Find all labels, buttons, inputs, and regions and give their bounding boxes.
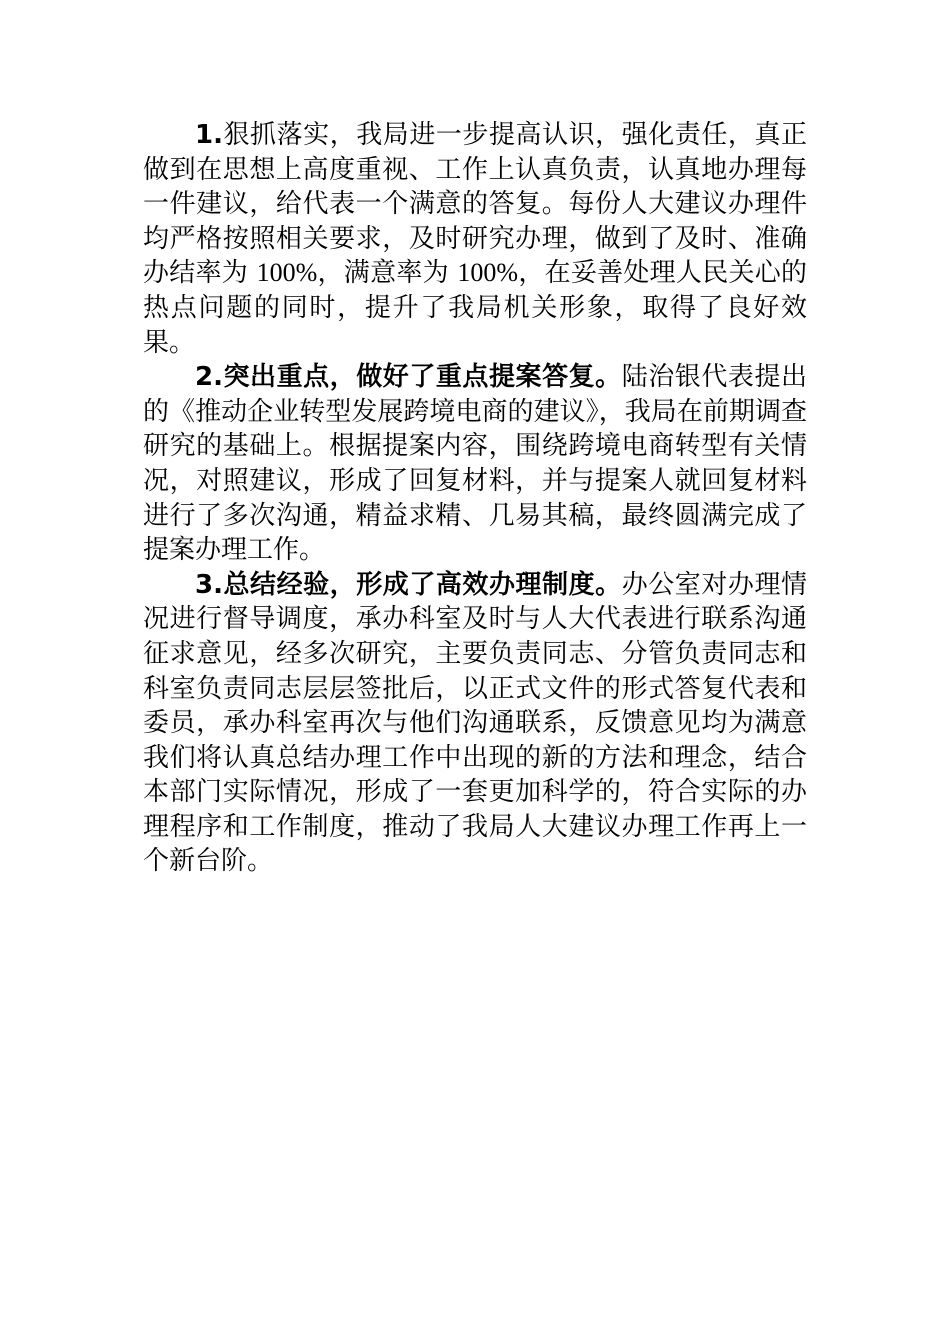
paragraph-1-rate-completion: 100%	[256, 258, 318, 288]
paragraph-1	[143, 118, 807, 360]
paragraph-1-text-c: ，在妥善处理人民关心的热点问题的同时，提升了我局机关形象，取得了良好效果。	[143, 258, 807, 358]
paragraph-1-rate-satisfaction: 100%	[457, 258, 519, 288]
paragraph-1-text-a: 狠抓落实，我局进一步提高认识，强化责任，真正做到在思想上高度重视、工作上认真负责，认真地办理每一件建议，给代表一个满意的答复。每份人大建议办理件均严格按照相关要求，及时研究办理，做到了及时、准确办结率为	[143, 120, 807, 289]
paragraph-3-text: 办公室对办理情况进行督导调度，承办科室及时与人大代表进行联系沟通征求意见，经多次研究，主要负责同志、分管负责同志和科室负责同志层层签批后，以正式文件的形式答复代表和委员，承办科室再次与他们沟通联系，反馈意见均为满意我们将认真总结办理工作中出现的新的方法和理念，结合本部门实际情况，形成了一套更加科学的，符合实际的办理程序和工作制度，推动了我局人大建议办理工作再上一个新台阶。	[143, 569, 807, 877]
paragraph-3-heading: 3.总结经验，形成了高效办理制度。	[195, 569, 622, 600]
paragraph-1-number: 1.	[195, 120, 223, 150]
document-body	[143, 118, 807, 879]
paragraph-1-text-b: ，满意率为	[317, 258, 458, 289]
paragraph-3	[143, 568, 807, 879]
paragraph-2	[143, 360, 807, 568]
paragraph-2-text: 陆治银代表提出的《推动企业转型发展跨境电商的建议》，我局在前期调查研究的基础上。根据提案内容，围绕跨境电商转型有关情况，对照建议，形成了回复材料，并与提案人就回复材料进行了多次沟通，精益求精、几易其稿，最终圆满完成了提案办理工作。	[143, 362, 807, 566]
paragraph-2-heading: 2.突出重点，做好了重点提案答复。	[195, 362, 622, 393]
